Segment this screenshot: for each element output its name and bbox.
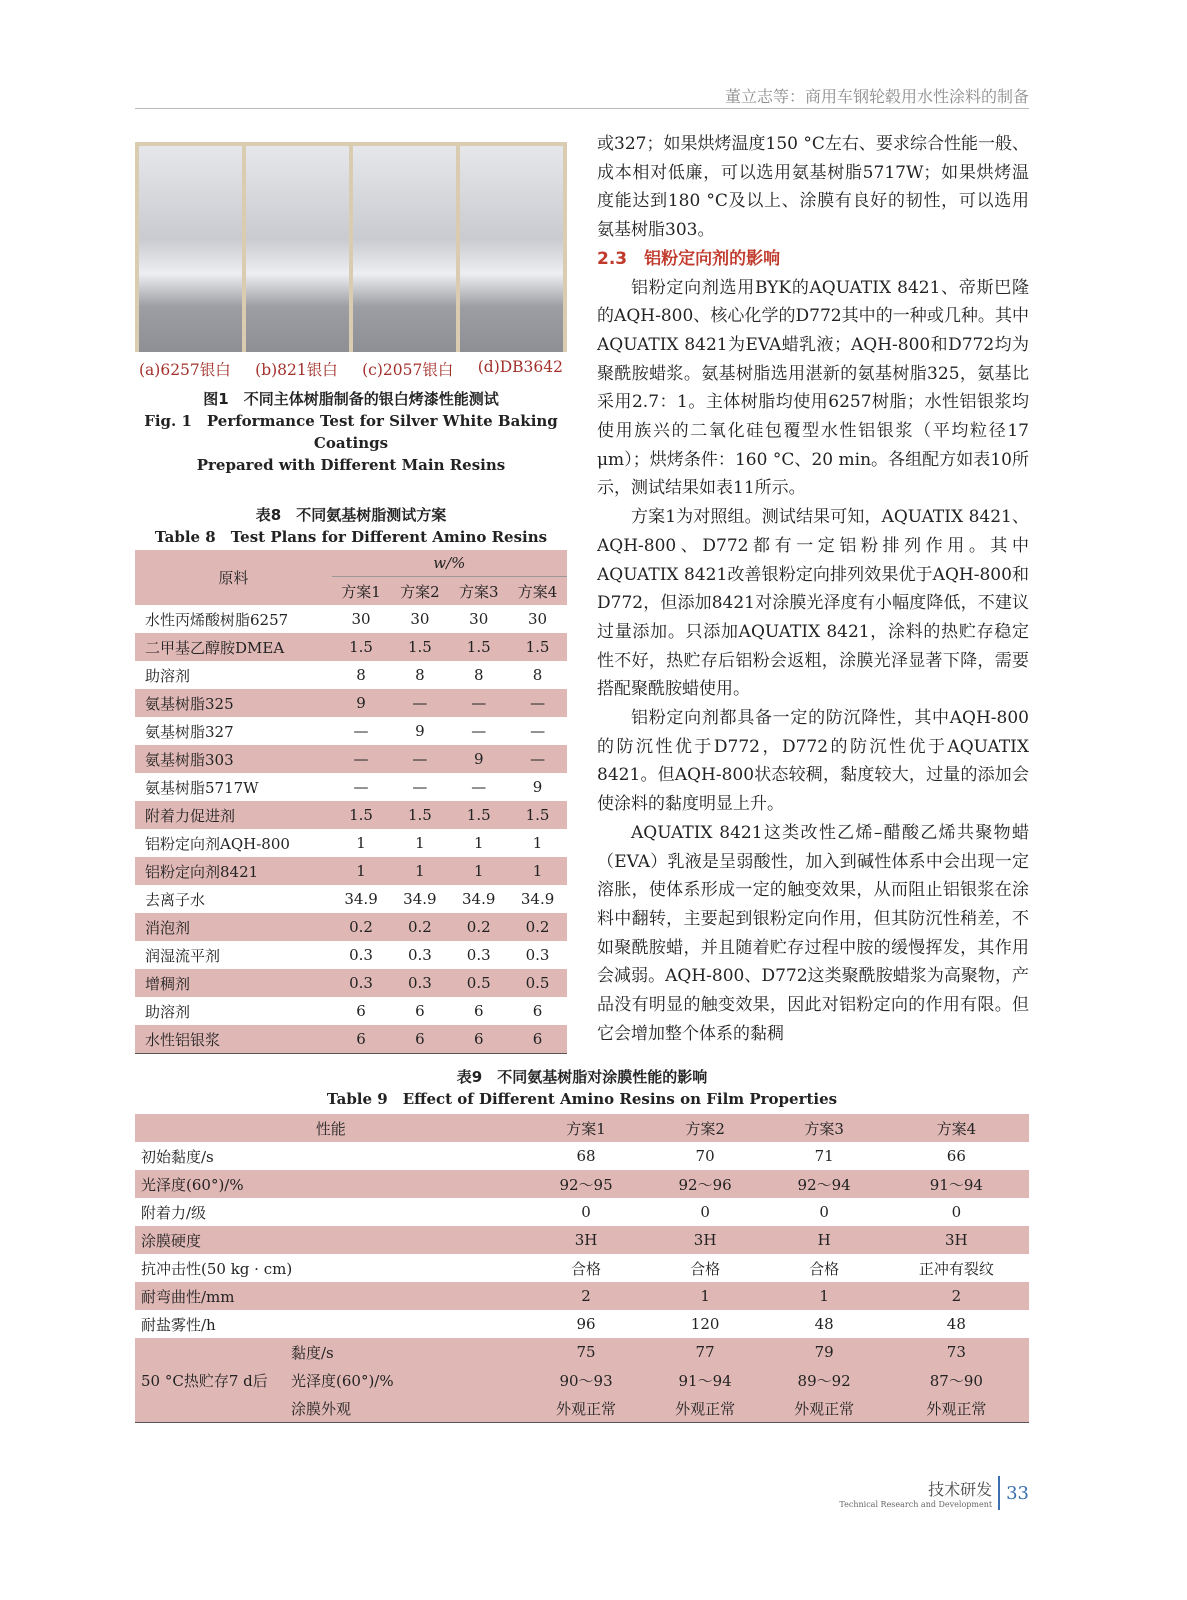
cell: 外观正常 — [675, 1399, 736, 1418]
cell: — — [412, 694, 428, 712]
cell: 8 — [356, 666, 366, 684]
cell: 1 — [532, 834, 543, 852]
row-label: 铝粉定向剂AQH-800 — [145, 834, 290, 853]
cell: — — [530, 694, 546, 712]
cell: 0.2 — [349, 918, 373, 936]
table9-block — [135, 1066, 1029, 1423]
panel-b — [246, 146, 349, 352]
figure1-sublabels — [135, 358, 567, 380]
cell: 1.5 — [466, 638, 491, 656]
cell: 1.5 — [525, 638, 550, 656]
cell: 34.9 — [520, 890, 555, 908]
row-label: 初始黏度/s — [141, 1147, 214, 1166]
table-row — [135, 745, 567, 773]
footer-divider — [998, 1476, 1000, 1510]
cell: 0 — [581, 1203, 591, 1221]
row-label: 耐弯曲性/mm — [141, 1287, 235, 1306]
row-label: 抗冲击性(50 kg · cm) — [141, 1259, 293, 1278]
cell: — — [412, 778, 428, 796]
figure1-caption-en-2: Prepared with Different Main Resins — [196, 456, 506, 474]
cell: 66 — [946, 1147, 966, 1165]
row-label: 水性丙烯酸树脂6257 — [145, 610, 289, 629]
row-label: 氨基树脂325 — [145, 694, 234, 713]
cell: 0.2 — [407, 918, 432, 936]
cell: 0.3 — [525, 946, 550, 964]
sublabel: (d)DB3642 — [477, 358, 563, 376]
table-row — [135, 1254, 1029, 1282]
storage-group-label: 50 °C热贮存7 d后 — [141, 1371, 268, 1390]
row-label: 氨基树脂5717W — [145, 778, 259, 797]
table-row — [135, 885, 567, 913]
cell: 48 — [946, 1315, 966, 1333]
cell: 92～96 — [678, 1175, 732, 1194]
cell: 6 — [532, 1030, 543, 1048]
cell: — — [530, 722, 546, 740]
cell: 30 — [469, 610, 489, 628]
running-title: 董立志等：商用车钢轮毂用水性涂料的制备 — [724, 87, 1029, 106]
cell: 1 — [473, 862, 484, 880]
cell: 87～90 — [929, 1371, 983, 1390]
cell: 30 — [528, 610, 548, 628]
unit-header: w/% — [332, 550, 567, 577]
table-row — [135, 1282, 1029, 1310]
cell: 3H — [945, 1231, 968, 1249]
cell: 1 — [700, 1287, 710, 1305]
cell: 70 — [695, 1147, 715, 1165]
table-row — [135, 1198, 1029, 1226]
table-row — [135, 1025, 567, 1054]
paragraph: 或327；如果烘烤温度150 °C左右、要求综合性能一般、成本相对低廉，可以选用氨基树脂5717W；如果烘烤温度能达到180 °C及以上、涂膜有良好的韧性，可以选用氨基树脂303。 — [597, 134, 1029, 241]
cell: 正冲有裂纹 — [918, 1259, 994, 1278]
cell: 6 — [532, 1002, 543, 1020]
cell: 30 — [351, 610, 371, 628]
cell: 90～93 — [559, 1371, 613, 1390]
cell: H — [817, 1231, 831, 1249]
col-header: 方案3 — [458, 582, 499, 601]
cell: 96 — [576, 1315, 596, 1333]
row-label: 附着力促进剂 — [145, 806, 236, 825]
cell: 合格 — [809, 1259, 840, 1278]
row-label: 润湿流平剂 — [145, 946, 221, 965]
sublabel: (a)6257银白 — [139, 361, 231, 379]
row-label: 光泽度(60°)/% — [141, 1175, 244, 1194]
cell: 1.5 — [525, 806, 550, 824]
cell: — — [471, 722, 487, 740]
table-row — [135, 801, 567, 829]
figure1-caption-en: Fig. 1 Performance Test for Silver White Baking Coatings — [144, 412, 558, 452]
panel-c — [353, 146, 456, 352]
cell: 91～94 — [929, 1175, 983, 1194]
cell: 0 — [819, 1203, 829, 1221]
cell: 89～92 — [797, 1371, 851, 1390]
cell: — — [353, 750, 369, 768]
sublabel: (c)2057银白 — [362, 361, 454, 379]
cell: 1.5 — [349, 806, 373, 824]
cell: 1.5 — [466, 806, 491, 824]
row-label: 水性铝银浆 — [145, 1030, 221, 1049]
cell: 34.9 — [344, 890, 378, 908]
cell: 2 — [581, 1287, 591, 1305]
cell: 9 — [356, 694, 366, 712]
cell: 8 — [532, 666, 543, 684]
table9-title-zh: 表9 不同氨基树脂对涂膜性能的影响 — [456, 1068, 708, 1086]
cell: 92～94 — [797, 1175, 851, 1194]
cell: 92～95 — [559, 1175, 613, 1194]
cell: — — [353, 722, 369, 740]
cell: 0 — [700, 1203, 710, 1221]
table8-title-zh: 表8 不同氨基树脂测试方案 — [255, 506, 447, 524]
cell: — — [530, 750, 546, 768]
cell: 合格 — [690, 1259, 721, 1278]
footer — [839, 1476, 1029, 1510]
cell: 1 — [532, 862, 543, 880]
cell: 0.3 — [466, 946, 491, 964]
table-row — [135, 1226, 1029, 1254]
panel-a — [139, 146, 242, 352]
row-label: 氨基树脂303 — [145, 750, 234, 769]
row-label: 耐盐雾性/h — [141, 1315, 216, 1334]
cell: 2 — [951, 1287, 962, 1305]
cell: — — [412, 750, 428, 768]
left-column — [135, 142, 567, 1054]
cell: 0.2 — [466, 918, 491, 936]
row-label: 附着力/级 — [141, 1203, 207, 1222]
cell: 73 — [946, 1343, 966, 1361]
row-label: 助溶剂 — [145, 666, 191, 685]
row-label: 增稠剂 — [145, 974, 191, 993]
cell: 外观正常 — [556, 1399, 617, 1418]
cell: 6 — [356, 1030, 366, 1048]
cell: 6 — [473, 1002, 484, 1020]
row-label: 黏度/s — [291, 1343, 334, 1362]
table9 — [135, 1114, 1029, 1423]
table-row — [135, 717, 567, 745]
row-label: 涂膜硬度 — [141, 1231, 202, 1250]
cell: 6 — [356, 1002, 366, 1020]
cell: 0.3 — [407, 974, 432, 992]
cell: 71 — [814, 1147, 834, 1165]
table-row — [135, 1170, 1029, 1198]
cell: 1 — [415, 862, 425, 880]
col-material: 原料 — [218, 569, 249, 587]
table-row — [135, 773, 567, 801]
cell: 77 — [695, 1343, 715, 1361]
table-row — [135, 605, 567, 633]
cell: 91～94 — [678, 1371, 732, 1390]
cell: 0.2 — [525, 918, 550, 936]
cell: 外观正常 — [794, 1399, 855, 1418]
cell: 9 — [532, 778, 543, 796]
row-label: 消泡剂 — [145, 918, 191, 937]
cell: 合格 — [571, 1259, 602, 1278]
page-number: 33 — [1006, 1482, 1029, 1504]
cell: 30 — [410, 610, 430, 628]
cell: 0.3 — [349, 974, 373, 992]
table-row — [135, 829, 567, 857]
cell: 68 — [576, 1147, 596, 1165]
paragraph: AQUATIX 8421这类改性乙烯–醋酸乙烯共聚物蜡（EVA）乳液是呈弱酸性，加入到碱性体系中会出现一定溶胀，使体系形成一定的触变效果，从而阻止铝银浆在涂料中翻转，主要起到银粉定向作用，但其防沉性稍差，不如聚酰胺蜡，并且随着贮存过程中胺的缓慢挥发，其作用会减弱。AQH-800、D772这类聚酰胺蜡浆为高聚物，产品没有明显的触变效果，因此对铝粉定向的作用有限。但它会增加整个体系的黏稠 — [597, 822, 1029, 1044]
cell: 1.5 — [407, 638, 432, 656]
right-column — [597, 130, 1029, 1049]
cell: 0.5 — [466, 974, 491, 992]
cell: 34.9 — [403, 890, 437, 908]
cell: — — [353, 778, 369, 796]
cell: 1 — [819, 1287, 829, 1305]
row-label: 光泽度(60°)/% — [291, 1371, 394, 1390]
table-row — [135, 1338, 1029, 1366]
cell: 6 — [415, 1030, 425, 1048]
row-label: 氨基树脂327 — [145, 722, 234, 741]
cell: 9 — [415, 722, 425, 740]
cell: 1 — [473, 834, 484, 852]
cell: 9 — [473, 750, 484, 768]
row-label: 二甲基乙醇胺DMEA — [145, 638, 285, 657]
cell: — — [471, 694, 487, 712]
table-row — [135, 689, 567, 717]
footer-section-en: Technical Research and Development — [839, 1500, 993, 1509]
cell: 外观正常 — [926, 1399, 987, 1418]
row-label: 助溶剂 — [145, 1002, 191, 1021]
col-header: 方案4 — [517, 582, 558, 601]
cell: 3H — [693, 1231, 717, 1249]
sublabel: (b)821银白 — [255, 361, 338, 379]
cell: 48 — [814, 1315, 834, 1333]
cell: 34.9 — [462, 890, 496, 908]
col-header: 方案4 — [936, 1119, 977, 1138]
paragraph: 方案1为对照组。测试结果可知，AQUATIX 8421、AQH-800、D772都有一定铝粉排列作用。其中AQUATIX 8421改善银粉定向排列效果优于AQH-800和D772，但添加8421对涂膜光泽度有小幅度降低，不建议过量添加。只添加AQUATIX 8421，涂料的热贮存稳定性不好，热贮存后铝粉会返粗，涂膜光泽显著下降，需要搭配聚酰胺蜡使用。 — [597, 507, 1029, 700]
table8-title-en: Table 8 Test Plans for Different Amino Resins — [154, 528, 548, 546]
figure1-photo — [135, 142, 567, 352]
table-row — [135, 969, 567, 997]
table-row — [135, 633, 567, 661]
table-row — [135, 941, 567, 969]
paragraph: 铝粉定向剂选用BYK的AQUATIX 8421、帝斯巴隆的AQH-800、核心化学的D772其中的一种或几种。其中AQUATIX 8421为EVA蜡乳液；AQH-800和D772均为聚酰胺蜡浆。氨基树脂选用湛新的氨基树脂325，氨基比采用2.7：1。主体树脂均使用6257树脂；水性铝银浆均使用族兴的二氧化硅包覆型水性铝银浆（平均粒径17 μm）；烘烤条件：160 °C、20 min。各组配方如表10所示，测试结果如表11所示。 — [597, 277, 1029, 499]
cell: 1.5 — [349, 638, 373, 656]
table-row — [135, 1310, 1029, 1338]
footer-section-zh: 技术研发 — [928, 1480, 993, 1499]
col-header: 方案2 — [400, 582, 440, 601]
table-row — [135, 997, 567, 1025]
cell: 120 — [690, 1315, 720, 1333]
panel-d — [460, 146, 563, 352]
table-row — [135, 1142, 1029, 1170]
cell: 1 — [415, 834, 425, 852]
table-row — [135, 661, 567, 689]
cell: 8 — [415, 666, 425, 684]
col-header: 方案1 — [341, 582, 381, 601]
cell: 79 — [814, 1343, 834, 1361]
header-rule — [135, 108, 1029, 109]
figure1-caption-zh: 图1 不同主体树脂制备的银白烤漆性能测试 — [203, 390, 499, 408]
col-header: 方案2 — [685, 1119, 725, 1138]
cell: 8 — [473, 666, 484, 684]
section-heading: 2.3 铝粉定向剂的影响 — [597, 248, 781, 269]
row-label: 去离子水 — [145, 890, 206, 909]
cell: — — [471, 778, 487, 796]
cell: 0.3 — [407, 946, 432, 964]
paragraph: 铝粉定向剂都具备一定的防沉降性，其中AQH-800的防沉性优于D772，D772的防沉性优于AQUATIX 8421。但AQH-800状态较稠，黏度较大，过量的添加会使涂料的黏度明显上升。 — [597, 708, 1029, 815]
col-property: 性能 — [315, 1119, 346, 1138]
table9-title-en: Table 9 Effect of Different Amino Resins on Film Properties — [326, 1090, 838, 1108]
cell: 0.5 — [525, 974, 550, 992]
cell: 6 — [415, 1002, 425, 1020]
col-header: 方案3 — [804, 1119, 844, 1138]
cell: 6 — [473, 1030, 484, 1048]
table-row — [135, 913, 567, 941]
col-header: 方案1 — [566, 1119, 606, 1138]
cell: 1 — [356, 862, 366, 880]
row-label: 涂膜外观 — [291, 1399, 352, 1418]
cell: 1 — [356, 834, 366, 852]
table-row — [135, 857, 567, 885]
cell: 0.3 — [349, 946, 373, 964]
cell: 0 — [951, 1203, 962, 1221]
cell: 75 — [576, 1343, 596, 1361]
row-label: 铝粉定向剂8421 — [145, 862, 259, 881]
cell: 1.5 — [407, 806, 432, 824]
table8 — [135, 550, 567, 1054]
cell: 3H — [574, 1231, 598, 1249]
